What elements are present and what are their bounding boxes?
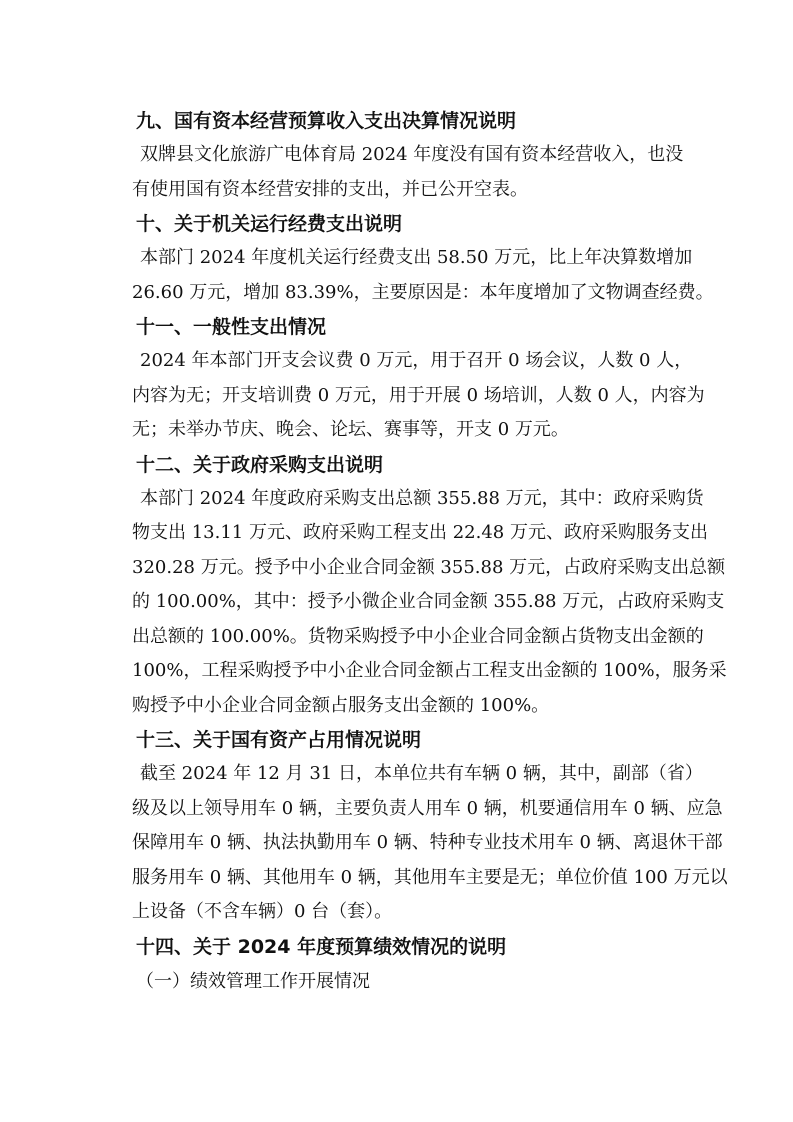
section-paragraph-10 <box>132 241 714 310</box>
paragraph-line: 物支出 13.11 万元、政府采购工程支出 22.48 万元、政府采购服务支出 <box>132 522 708 543</box>
paragraph-line: 的 100.00%，其中：授予小微企业合同金额 355.88 万元，占政府采购支 <box>132 591 725 612</box>
paragraph-line: 级及以上领导用车 0 辆，主要负责人用车 0 辆，机要通信用车 0 辆、应急 <box>132 797 723 819</box>
section-heading-9: 九、国有资本经营预算收入支出决算情况说明 <box>136 110 517 132</box>
document-body <box>132 104 728 1000</box>
section-heading-14: 十四、关于 2024 年度预算绩效情况的说明 <box>136 935 507 958</box>
paragraph-line: 本部门 2024 年度机关运行经费支出 58.50 万元，比上年决算数增加 <box>140 247 693 268</box>
paragraph-line: 服务用车 0 辆、其他用车 0 辆，其他用车主要是无；单位价值 100 万元以 <box>132 866 728 888</box>
paragraph-line: 双牌县文化旅游广电体育局 2024 年度没有国有资本经营收入，也没 <box>140 144 684 165</box>
paragraph-line: 购授予中小企业合同金额占服务支出金额的 100%。 <box>132 694 550 716</box>
paragraph-line: 有使用国有资本经营安排的支出，并已公开空表。 <box>132 178 528 200</box>
paragraph-line: 100%，工程采购授予中小企业合同金额占工程支出金额的 100%，服务采 <box>132 660 727 681</box>
section-heading-10: 十、关于机关运行经费支出说明 <box>136 213 403 235</box>
paragraph-line: 26.60 万元，增加 83.39%，主要原因是：本年度增加了文物调查经费。 <box>132 281 714 303</box>
paragraph-line: 出总额的 100.00%。货物采购授予中小企业合同金额占货物支出金额的 <box>132 625 704 647</box>
paragraph-line: 本部门 2024 年度政府采购支出总额 355.88 万元，其中：政府采购货 <box>140 487 704 509</box>
subsection-heading: （一）绩效管理工作开展情况 <box>136 970 370 992</box>
section-paragraph-9 <box>132 138 702 207</box>
paragraph-line: 2024 年本部门开支会议费 0 万元，用于召开 0 场会议，人数 0 人， <box>140 350 693 371</box>
paragraph-line: 无；未举办节庆、晚会、论坛、赛事等，开支 0 万元。 <box>132 419 569 440</box>
section-paragraph-13 <box>132 757 728 930</box>
section-heading-12: 十二、关于政府采购支出说明 <box>136 453 384 476</box>
section-heading-11: 十一、一般性支出情况 <box>136 316 327 338</box>
section-paragraph-12 <box>132 482 727 724</box>
section-paragraph-11 <box>132 344 705 448</box>
paragraph-line: 截至 2024 年 12 月 31 日，本单位共有车辆 0 辆，其中，副部（省） <box>140 763 703 784</box>
paragraph-line: 上设备（不含车辆）0 台（套）。 <box>132 901 393 922</box>
paragraph-line: 内容为无；开支培训费 0 万元，用于开展 0 场培训，人数 0 人，内容为 <box>132 384 705 406</box>
paragraph-line: 320.28 万元。授予中小企业合同金额 355.88 万元，占政府采购支出总额 <box>132 556 726 578</box>
paragraph-line: 保障用车 0 辆、执法执勤用车 0 辆、特种专业技术用车 0 辆、离退休干部 <box>132 832 723 853</box>
section-heading-13: 十三、关于国有资产占用情况说明 <box>136 729 422 751</box>
